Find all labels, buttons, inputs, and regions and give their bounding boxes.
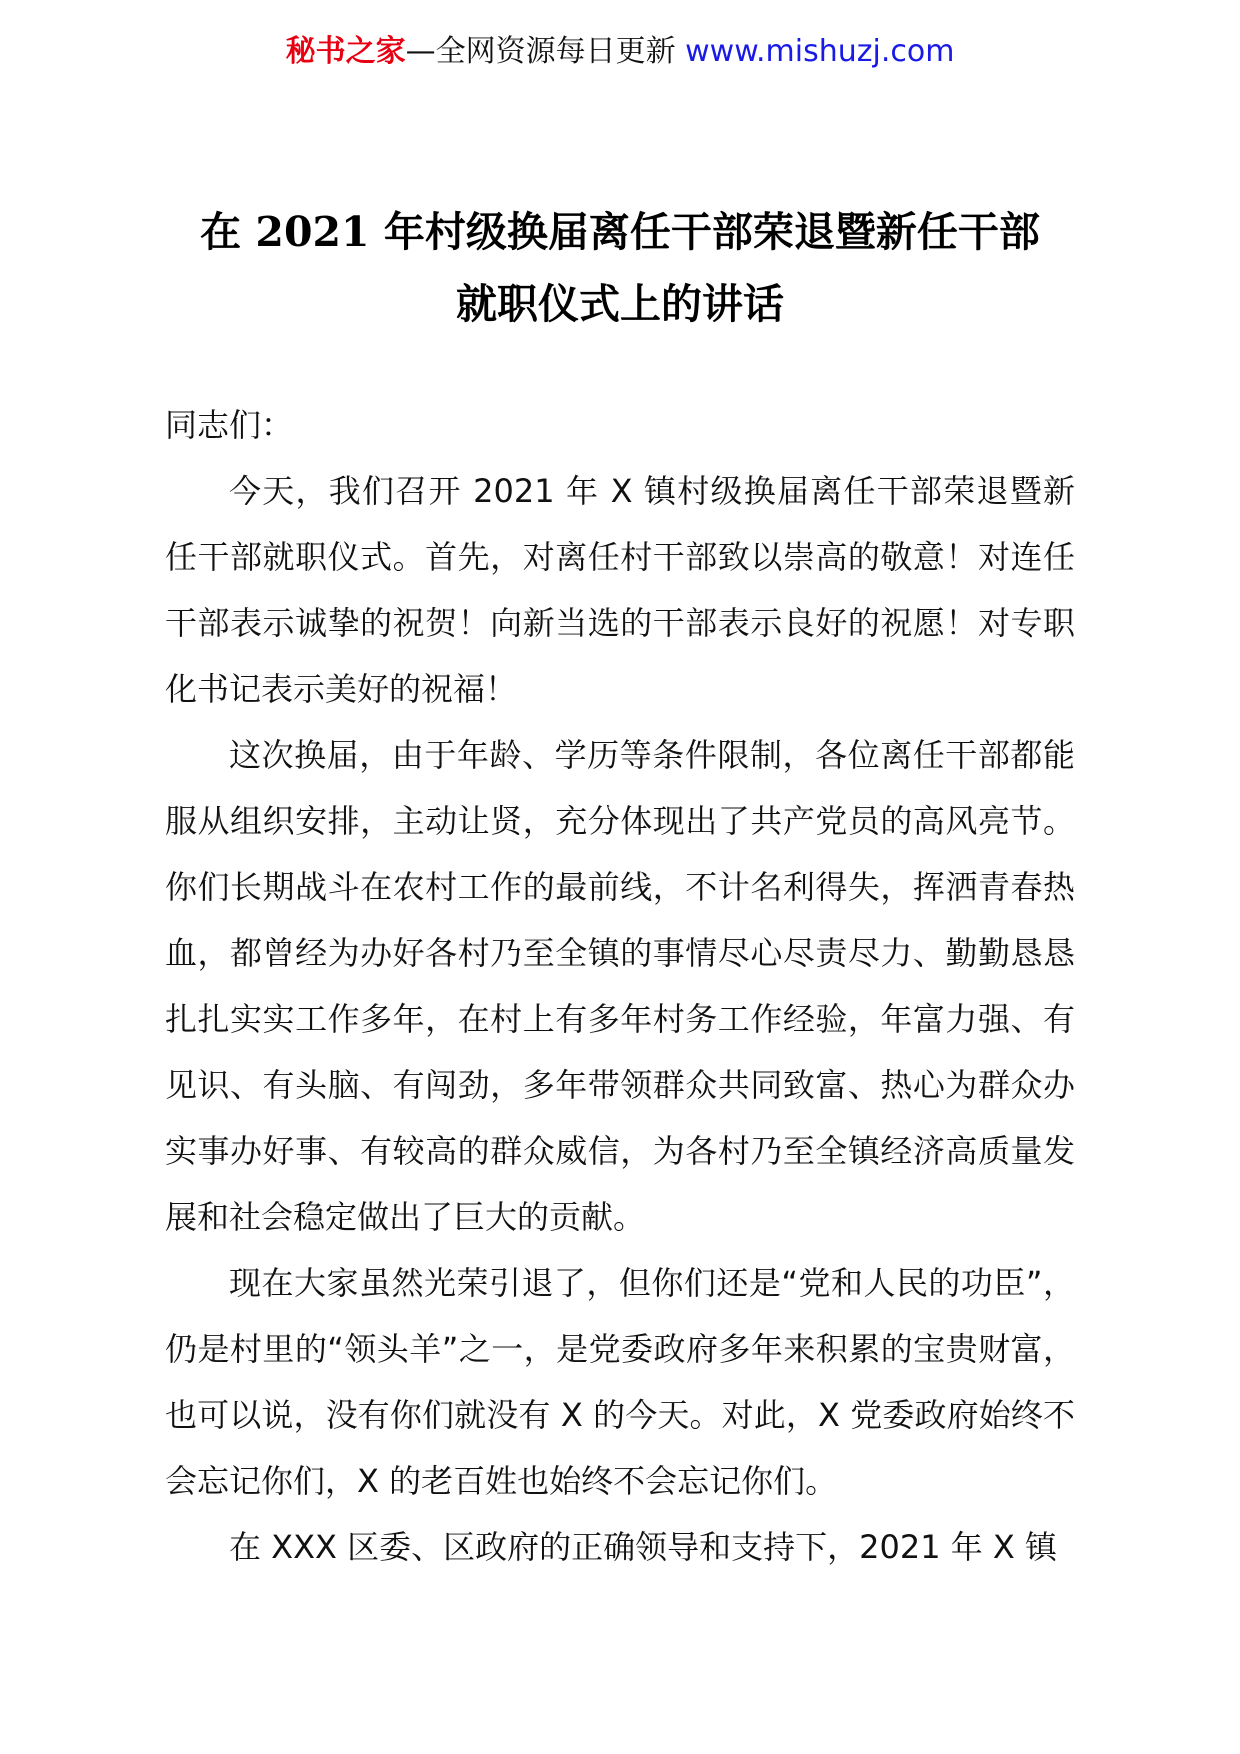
site-tagline: —全网资源每日更新	[405, 34, 676, 69]
title-line-1: 在 2021 年村级换届离任干部荣退暨新任干部	[200, 208, 1040, 256]
salutation: 同志们：	[165, 406, 294, 444]
paragraph: 这次换届，由于年龄、学历等条件限制，各位离任干部都能服从组织安排，主动让贤，充分体现出了共产党员的高风亮节。你们长期战斗在农村工作的最前线，不计名利得失，挥洒青春热血，都曾经为办好各村乃至全镇的事情尽心尽责尽力、勤勤恳恳扎扎实实工作多年，在村上有多年村务工作经验，年富力强、有见识、有头脑、有闯劲，多年带领群众共同致富、热心为群众办实事办好事、有较高的群众威信，为各村乃至全镇经济高质量发展和社会稳定做出了巨大的贡献。	[165, 736, 1075, 1236]
paragraph: 在 XXX 区委、区政府的正确领导和支持下，2021 年 X 镇	[229, 1528, 1057, 1566]
site-url-link[interactable]: www.mishuzj.com	[685, 34, 955, 69]
document-body	[165, 392, 1075, 1580]
site-brand[interactable]: 秘书之家	[285, 34, 406, 69]
paragraph: 现在大家虽然光荣引退了，但你们还是“党和人民的功臣”，仍是村里的“领头羊”之一，是党委政府多年来积累的宝贵财富，也可以说，没有你们就没有 X 的今天。对此，X 党委政府始终不会忘记你们，X 的老百姓也始终不会忘记你们。	[165, 1264, 1075, 1500]
document-title	[140, 196, 1100, 340]
site-header	[0, 30, 1240, 74]
title-line-2: 就职仪式上的讲话	[456, 280, 784, 328]
paragraph: 今天，我们召开 2021 年 X 镇村级换届离任干部荣退暨新任干部就职仪式。首先，对离任村干部致以崇高的敬意！对连任干部表示诚挚的祝贺！向新当选的干部表示良好的祝愿！对专职化书记表示美好的祝福！	[165, 472, 1075, 708]
